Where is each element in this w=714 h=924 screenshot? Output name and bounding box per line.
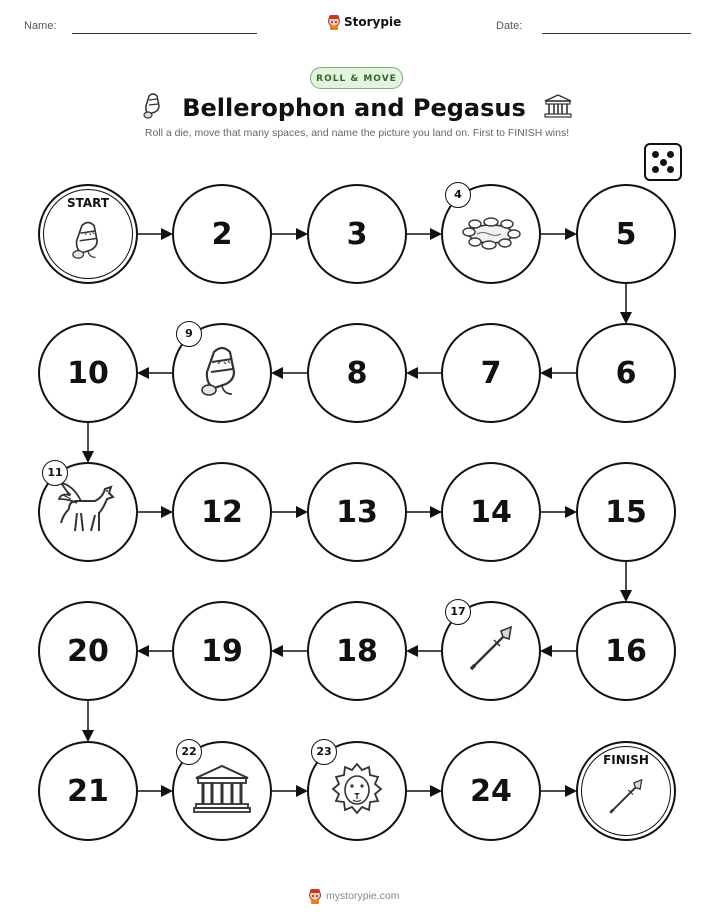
- space-number-badge: 9: [176, 321, 202, 347]
- temple-icon: [192, 762, 252, 820]
- space-number: 10: [67, 355, 109, 391]
- board-space-22: [172, 741, 272, 841]
- footer: [308, 888, 400, 904]
- space-number: 5: [615, 216, 637, 252]
- space-number-badge: 23: [311, 739, 337, 765]
- space-number: 14: [470, 494, 512, 530]
- space-number-badge: 22: [176, 739, 202, 765]
- board-space-8: [307, 323, 407, 423]
- board-space-14: [441, 462, 541, 562]
- footer-site: mystorypie.com: [326, 890, 400, 902]
- spring-icon: [459, 212, 523, 256]
- board-space-13: [307, 462, 407, 562]
- board-space-7: [441, 323, 541, 423]
- space-number: 20: [67, 633, 109, 669]
- finish-label: FINISH: [603, 753, 649, 767]
- board-space-10: [38, 323, 138, 423]
- space-number: 18: [336, 633, 378, 669]
- board-space-4: [441, 184, 541, 284]
- board-space-17: [441, 601, 541, 701]
- board-space-15: [576, 462, 676, 562]
- space-number-badge: 4: [445, 182, 471, 208]
- board-space-21: [38, 741, 138, 841]
- board-space-19: [172, 601, 272, 701]
- board-space-16: [576, 601, 676, 701]
- spear-icon: [463, 621, 519, 681]
- brand-name: Storypie: [344, 15, 402, 29]
- space-number: 19: [201, 633, 243, 669]
- space-number: 24: [470, 773, 512, 809]
- space-number: 7: [480, 355, 502, 391]
- space-number: 21: [67, 773, 109, 809]
- instructions: Roll a die, move that many spaces, and name the picture you land on. First to FINISH wins!: [144, 127, 570, 139]
- space-number: 8: [346, 355, 368, 391]
- bridle-icon: [66, 218, 110, 266]
- board-space-24: [441, 741, 541, 841]
- space-number: 3: [346, 216, 368, 252]
- space-number: 6: [615, 355, 637, 391]
- finish-space: [576, 741, 676, 841]
- space-number: 12: [201, 494, 243, 530]
- spear-icon: [604, 775, 648, 823]
- board-space-9: [172, 323, 272, 423]
- bridle-icon: [194, 342, 250, 404]
- pegasus-icon: [55, 479, 121, 545]
- board-space-20: [38, 601, 138, 701]
- board-space-2: [172, 184, 272, 284]
- space-number: 13: [336, 494, 378, 530]
- space-number: 16: [605, 633, 647, 669]
- space-number-badge: 11: [42, 460, 68, 486]
- space-number: 15: [605, 494, 647, 530]
- activity-tag: ROLL & MOVE: [310, 67, 403, 89]
- page-title: Bellerophon and Pegasus: [182, 94, 526, 122]
- board-space-12: [172, 462, 272, 562]
- board-space-23: [307, 741, 407, 841]
- board-space-6: [576, 323, 676, 423]
- start-label: START: [66, 196, 110, 210]
- board-space-18: [307, 601, 407, 701]
- board-space-11: [38, 462, 138, 562]
- space-number: 2: [211, 216, 233, 252]
- board-space-5: [576, 184, 676, 284]
- board-space-3: [307, 184, 407, 284]
- name-label: Name:: [24, 20, 57, 32]
- start-space: [38, 184, 138, 284]
- space-number-badge: 17: [445, 599, 471, 625]
- date-label: Date:: [496, 20, 523, 32]
- lion-icon: [330, 760, 384, 822]
- storypie-mascot-icon: [308, 888, 322, 904]
